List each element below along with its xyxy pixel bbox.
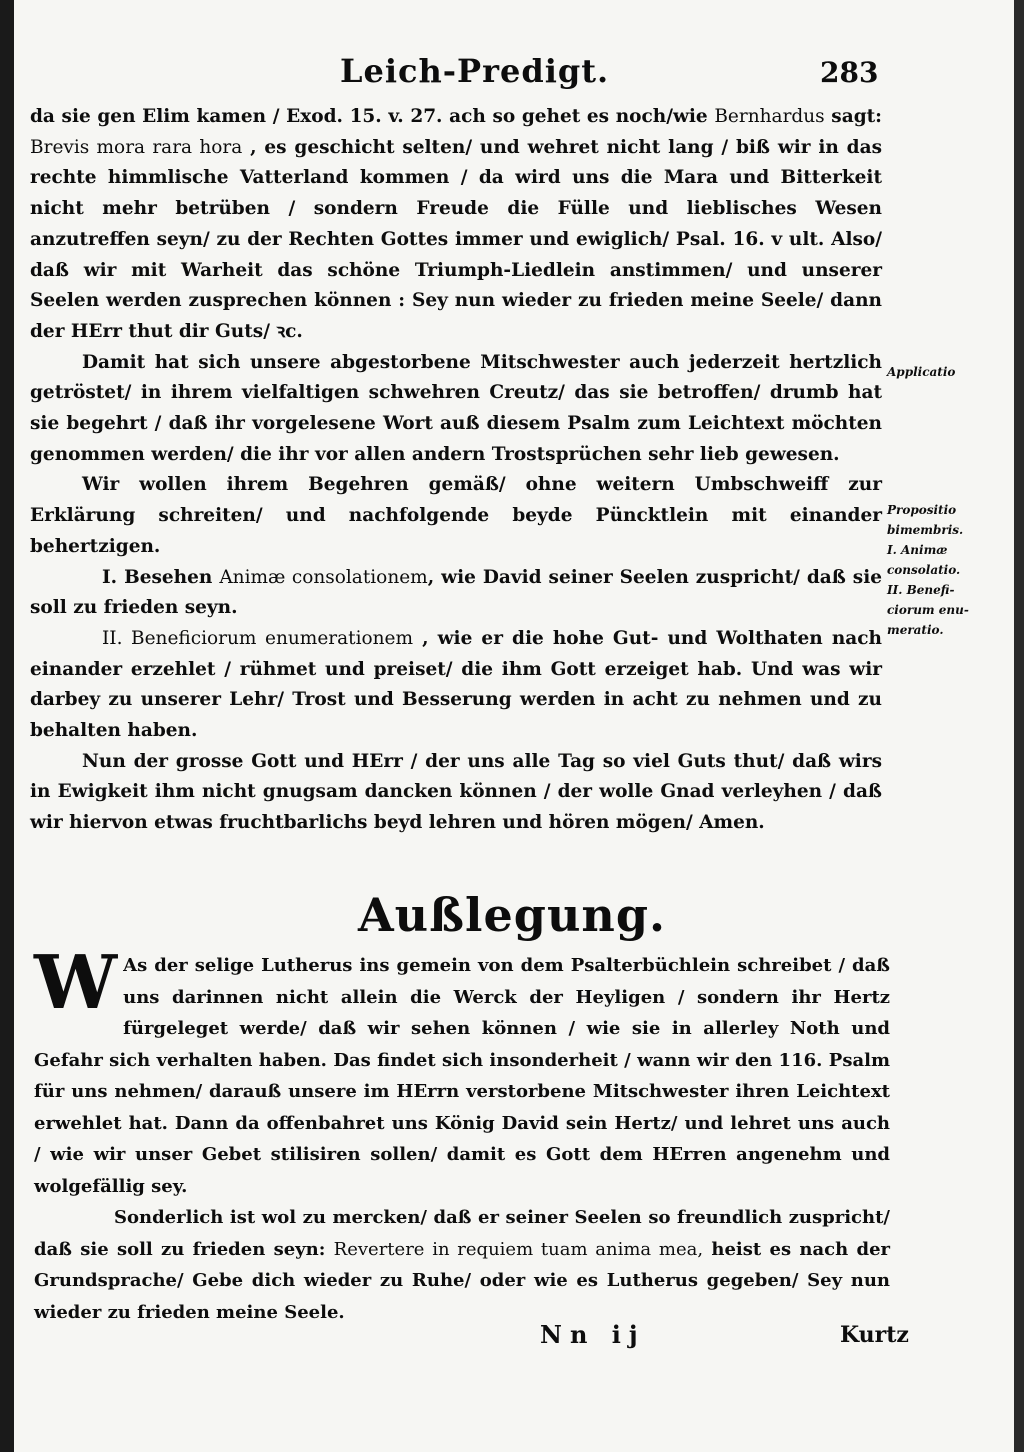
- page-edge-shadow-left: [0, 0, 14, 1452]
- point-1: I. Besehen Animæ consolationem, wie David seiner Seelen zuspricht/ daß sie soll zu frieden seyn.: [30, 566, 882, 619]
- signature-mark: Nn ij: [540, 1320, 646, 1349]
- running-header: Leich-Predigt.: [340, 52, 610, 90]
- paragraph-6: Sonderlich ist wol zu mercken/ daß er seiner Seelen so freundlich zuspricht/ daß sie soll zu frieden seyn: Revertere in requiem tuam anima mea, heist es nach der Grundsprache/ Gebe dich wieder zu Ruhe/ oder wie es Lutherus gegeben/ Sey nun wieder zu frieden meine Seele.: [34, 1207, 891, 1323]
- main-text-block: [30, 102, 882, 839]
- page-number: 283: [820, 56, 879, 89]
- paragraph-3: Wir wollen ihrem Begehren gemäß/ ohne weitern Umbschweiff zur Erklärung schreiten/ und nachfolgende beyde Püncktlein mit einander behertzigen.: [30, 474, 882, 557]
- paragraph-5: W As der selige Lutherus ins gemein von dem Psalterbüchlein schreibet / daß uns darinnen nicht allein die Werck der Heyligen / sondern ihr Hertz fürgeleget werde/ daß wir sehen können / wie sie in allerley Noth und Gefahr sich verhalten haben. Das findet sich insonderheit / wann wir den 116. Psalm für uns nehmen/ darauß unsere im HErrn verstorbene Mitschwester ihren Leichtext erwehlet hat. Dann da offenbahret uns König David sein Hertz/ und lehret uns auch / wie wir unser Gebet stilisiren sollen/ damit es Gott dem HErren angenehm und wolgefällig sey.: [34, 940, 890, 1197]
- drop-cap: W: [34, 940, 118, 1026]
- paragraph-2: Damit hat sich unsere abgestorbene Mitschwester auch jederzeit hertzlich getröstet/ in ihrem vielfaltigen schwehren Creutz/ das sie betroffen/ drumb hat sie begehrt / daß ihr vorgelesene Wort auß diesem Psalm zum Leichtext möchten genommen werden/ die ihr vor allen andern Trostsprüchen sehr lieb gewesen.: [30, 351, 882, 465]
- catchword: Kurtz: [840, 1322, 909, 1348]
- page-edge-shadow-right: [1014, 0, 1024, 1452]
- margin-note-applicatio: Applicatio: [887, 365, 956, 379]
- section-heading: Außlegung.: [357, 888, 667, 942]
- point-2: II. Beneficiorum enumerationem , wie er die hohe Gut- und Wolthaten nach einander erzehlet / rühmet und preiset/ die ihm Gott erzeiget hab. Und was wir darbey zu unserer Lehr/ Trost und Besserung werden in acht zu nehmen und zu behalten haben.: [30, 627, 882, 742]
- paragraph-1: da sie gen Elim kamen / Exod. 15. v. 27. ach so gehet es noch/wie Bernhardus sagt: Brevis mora rara hora , es geschicht selten/ und wehret nicht lang / biß wir in das rechte himmlische Vatterland kommen / da wird uns die Mara und Bitterkeit nicht mehr betrüben / sondern Freude die Fülle und lieblisches Wesen anzutreffen seyn/ zu der Rechten Gottes immer und ewiglich/ Psal. 16. v ult. Also/ daß wir mit Warheit das schöne Triumph-Liedlein anstimmen/ und unserer Seelen werden zusprechen können : Sey nun wieder zu frieden meine Seele/ dann der HErr thut dir Guts/ ꝛc.: [30, 106, 883, 342]
- paragraph-4: Nun der grosse Gott und HErr / der uns alle Tag so viel Guts thut/ daß wirs in Ewigkeit ihm nicht gnugsam dancken können / der wolle Gnad verleyhen / daß wir hiervon etwas fruchtbarlichs beyd lehren und hören mögen/ Amen.: [30, 750, 882, 834]
- exposition-text-block: [34, 940, 891, 1328]
- margin-note-propositio: Propositio bimembris. I. Animæ consolatio. II. Benefi- ciorum enu- meratio.: [887, 503, 969, 637]
